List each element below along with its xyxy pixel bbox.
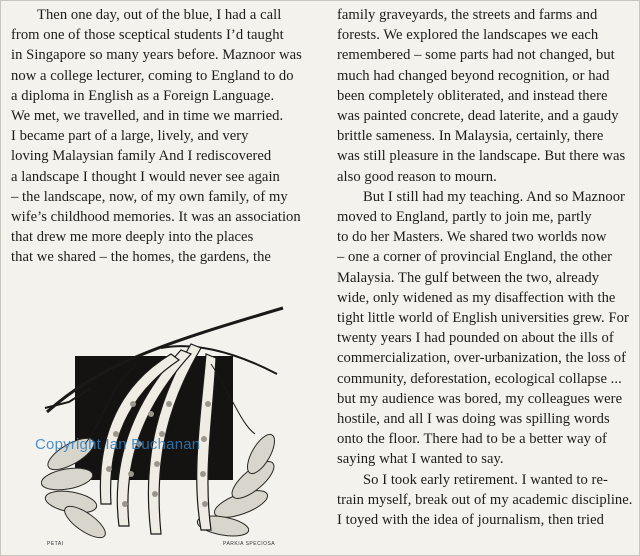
text-line: wife’s childhood memories. It was an association <box>11 209 301 226</box>
copyright-watermark: Copyright Ian Buchanan <box>35 436 201 453</box>
text-line: forests. We explored the landscapes we each <box>337 27 599 44</box>
text-line: a landscape I thought I would never see again <box>11 168 280 185</box>
text-line: – the landscape, now, of my own family, of my <box>11 188 288 205</box>
text-line: Malaysia. The gulf between the two, already <box>337 269 600 286</box>
text-line: Then one day, out of the blue, I had a call <box>37 7 282 23</box>
text-line: that we shared – the homes, the gardens, the <box>11 249 271 266</box>
caption-scientific-name: PARKIA SPECIOSA <box>223 541 276 547</box>
text-line: been completely obliterated, and instead there <box>337 87 608 104</box>
text-line: brittle sameness. In Malaysia, certainly, there <box>337 128 604 145</box>
text-line: in Singapore so many years before. Maznoor was <box>11 47 302 64</box>
text-line: But I still had my teaching. And so Maznoor <box>363 188 625 205</box>
petai-illustration <box>41 304 287 548</box>
text-line: commercialization, over-urbanization, the loss of <box>337 350 627 367</box>
right-text-column <box>337 5 633 530</box>
text-line: tight little world of English universities grew. For <box>337 310 629 327</box>
text-line: moved to England, partly to join me, partly <box>337 209 592 226</box>
text-line: a diploma in English as a Foreign Language. <box>11 87 275 104</box>
text-line: loving Malaysian family And I rediscovered <box>11 148 272 165</box>
text-line: onto the floor. There had to be a better way of <box>337 431 607 448</box>
text-line: twenty years I had pounded on about the ills of <box>337 330 614 347</box>
text-line: now a college lecturer, coming to England to do <box>11 67 294 84</box>
caption-common-name: PETAI <box>47 541 64 547</box>
text-line: to do her Masters. We shared two worlds now <box>337 229 607 246</box>
text-line: community, deforestation, ecological collapse ... <box>337 370 622 387</box>
text-line: wide, only widened as my disaffection with the <box>337 289 616 306</box>
text-line: from one of those sceptical students I’d taught <box>11 27 284 44</box>
text-line: I toyed with the idea of journalism, then tried <box>337 512 604 529</box>
text-line: much had changed beyond recognition, or had <box>337 67 610 84</box>
text-line: was painted concrete, dead laterite, and a gaudy <box>337 108 619 125</box>
text-line: that drew me more deeply into the places <box>11 229 254 246</box>
text-line: hostile, and all I was doing was spilling words <box>337 411 610 428</box>
text-line: saying what I wanted to say. <box>337 451 504 468</box>
text-line: also good reason to mourn. <box>337 168 497 185</box>
text-line: family graveyards, the streets and farms and <box>337 7 598 23</box>
text-line: So I took early retirement. I wanted to re- <box>363 471 608 488</box>
text-line: – one a corner of provincial England, the other <box>337 249 613 266</box>
text-line: We met, we travelled, and in time we married. <box>11 108 284 125</box>
text-line: remembered – some parts had not changed, but <box>337 47 615 64</box>
left-text-column <box>11 5 323 268</box>
text-line: train myself, break out of my academic discipline. <box>337 491 633 508</box>
text-line: I became part of a large, lively, and very <box>11 128 249 145</box>
text-line: but my audience was bored, my colleagues were <box>337 390 623 407</box>
text-line: was still pleasure in the landscape. But there was <box>337 148 626 165</box>
